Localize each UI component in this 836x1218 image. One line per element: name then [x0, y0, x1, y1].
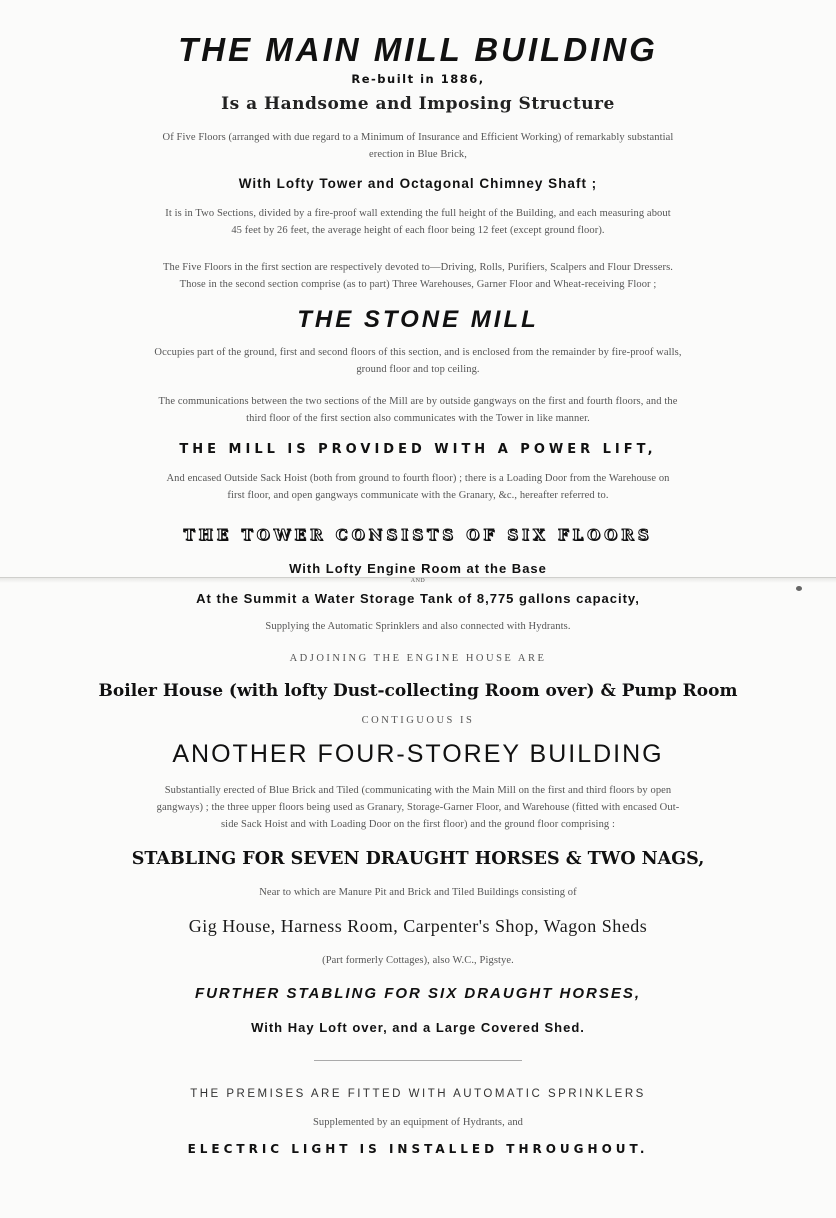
- four-storey-text-3: side Sack Hoist and with Loading Door on the first floor) and the ground floor comprising :: [220, 819, 616, 830]
- four-storey-text-2: gangways) ; the three upper floors being used as Granary, Storage-Garner Floor, and Warehouse (fitted with encased Out-: [156, 802, 680, 813]
- sections-text-1: It is in Two Sections, divided by a fire-proof wall extending the full height of the Building, and each measuring about: [165, 208, 671, 219]
- four-storey-heading: ANOTHER FOUR-STOREY BUILDING: [172, 740, 664, 768]
- gig-house-heading: Gig House, Harness Room, Carpenter's Shop, Wagon Sheds: [188, 916, 648, 936]
- five-floors-text-2: erection in Blue Brick,: [369, 149, 467, 160]
- four-storey-text-1: Substantially erected of Blue Brick and Tiled (communicating with the Main Mill on the first and third floors by open: [164, 785, 672, 796]
- lofty-tower-line: With Lofty Tower and Octagonal Chimney Shaft ;: [238, 176, 598, 191]
- adjoining-line: ADJOINING THE ENGINE HOUSE ARE: [289, 653, 547, 664]
- sack-hoist-text-1: And encased Outside Sack Hoist (both from ground to fourth floor) ; there is a Loading Door from the Warehouse on: [166, 473, 670, 484]
- sections-text-2: 45 feet by 26 feet, the average height of each floor being 12 feet (except ground floor).: [231, 225, 605, 236]
- cottages-line: (Part formerly Cottages), also W.C., Pigstye.: [322, 955, 514, 966]
- communications-text-1: The communications between the two sections of the Mill are by outside gangways on the first and fourth floors, and the: [158, 396, 678, 407]
- hay-loft-line: With Hay Loft over, and a Large Covered Shed.: [251, 1020, 585, 1035]
- boiler-house-heading: Boiler House (with lofty Dust-collecting Room over) & Pump Room: [98, 681, 738, 701]
- handsome-line: Is a Handsome and Imposing Structure: [221, 94, 615, 114]
- floors-devoted-text-1: The Five Floors in the first section are respectively devoted to—Driving, Rolls, Purifiers, Scalpers and Flour Dressers.: [162, 262, 674, 273]
- rebuilt-line: Re-built in 1886,: [351, 72, 485, 86]
- electric-light-heading: ELECTRIC LIGHT IS INSTALLED THROUGHOUT.: [187, 1142, 649, 1156]
- section-divider: [314, 1060, 522, 1061]
- power-lift-heading: THE MILL IS PROVIDED WITH A POWER LIFT,: [179, 442, 657, 457]
- and-connector: AND: [410, 578, 426, 584]
- communications-text-2: third floor of the first section also communicates with the Tower in like manner.: [246, 413, 590, 424]
- supplemented-line: Supplemented by an equipment of Hydrants, and: [312, 1117, 524, 1128]
- stone-mill-heading: THE STONE MILL: [297, 306, 539, 333]
- stabling-seven-heading: STABLING FOR SEVEN DRAUGHT HORSES & TWO NAGS,: [131, 849, 705, 869]
- premises-fitted-line: THE PREMISES ARE FITTED WITH AUTOMATIC SPRINKLERS: [190, 1088, 646, 1100]
- main-title: THE MAIN MILL BUILDING: [178, 31, 658, 68]
- stone-mill-text-2: ground floor and top ceiling.: [356, 364, 480, 375]
- summit-tank-line: At the Summit a Water Storage Tank of 8,775 gallons capacity,: [196, 591, 640, 606]
- engine-room-line: With Lofty Engine Room at the Base: [289, 561, 547, 576]
- five-floors-text-1: Of Five Floors (arranged with due regard to a Minimum of Insurance and Efficient Working) of remarkably substantial: [162, 132, 674, 143]
- sack-hoist-text-2: first floor, and open gangways communicate with the Granary, &c., hereafter referred to.: [227, 490, 609, 501]
- tower-six-floors-heading: THE TOWER CONSISTS OF SIX FLOORS: [183, 526, 653, 544]
- stone-mill-text-1: Occupies part of the ground, first and second floors of this section, and is enclosed from the remainder by fire-proof walls,: [154, 347, 682, 358]
- further-stabling-heading: FURTHER STABLING FOR SIX DRAUGHT HORSES,: [194, 985, 642, 1002]
- ink-spot: [796, 586, 802, 591]
- sprinklers-hydrants-line: Supplying the Automatic Sprinklers and also connected with Hydrants.: [265, 621, 571, 632]
- manure-pit-line: Near to which are Manure Pit and Brick and Tiled Buildings consisting of: [259, 887, 577, 898]
- floors-devoted-text-2: Those in the second section comprise (as to part) Three Warehouses, Garner Floor and Wheat-receiving Floor ;: [179, 279, 657, 290]
- contiguous-line: CONTIGUOUS IS: [361, 715, 475, 726]
